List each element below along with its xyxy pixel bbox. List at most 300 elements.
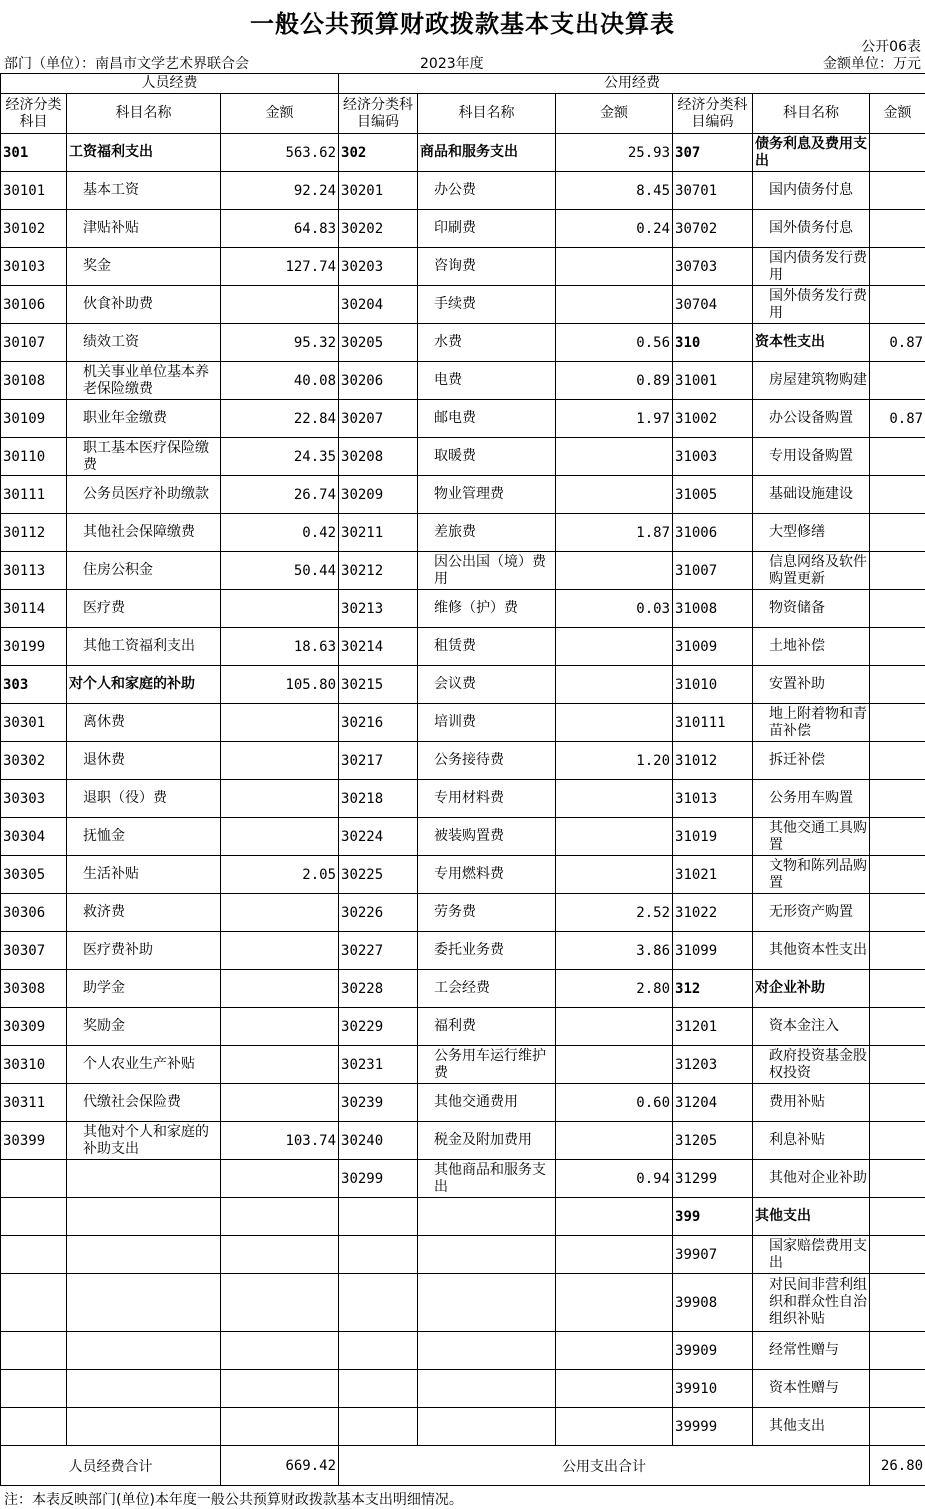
- personnel-amount-cell: [221, 1274, 339, 1332]
- personnel-amount-cell: [221, 818, 339, 856]
- personnel-code-cell: [1, 1370, 67, 1408]
- other-amount-cell: [870, 932, 925, 970]
- personnel-amount-cell: [221, 780, 339, 818]
- personnel-name-cell: 助学金: [67, 970, 221, 1008]
- goods-name-cell: 被装购置费: [418, 818, 556, 856]
- goods-code-cell: 30228: [339, 970, 418, 1008]
- other-amount-cell: [870, 1274, 925, 1332]
- personnel-name-cell: [67, 1370, 221, 1408]
- goods-code-cell: 30229: [339, 1008, 418, 1046]
- personnel-code-cell: [1, 1332, 67, 1370]
- other-name-cell: 其他对企业补助: [753, 1160, 870, 1198]
- table-row: [1, 818, 925, 856]
- personnel-code-cell: [1, 1274, 67, 1332]
- other-code-cell: 39999: [673, 1408, 753, 1446]
- goods-name-cell: 咨询费: [418, 248, 556, 286]
- other-amount-cell: [870, 704, 925, 742]
- other-amount-cell: [870, 1408, 925, 1446]
- other-amount-cell: [870, 856, 925, 894]
- goods-amount-cell: 1.97: [556, 400, 673, 438]
- personnel-name-cell: 其他社会保障缴费: [67, 514, 221, 552]
- other-name-cell: 费用补贴: [753, 1084, 870, 1122]
- table-row: [1, 438, 925, 476]
- personnel-code-cell: 30110: [1, 438, 67, 476]
- other-amount-cell: [870, 780, 925, 818]
- other-code-cell: 31022: [673, 894, 753, 932]
- goods-code-cell: 30203: [339, 248, 418, 286]
- other-code-cell: 31204: [673, 1084, 753, 1122]
- other-amount-cell: [870, 1046, 925, 1084]
- personnel-name-cell: [67, 1236, 221, 1274]
- personnel-name-cell: 个人农业生产补贴: [67, 1046, 221, 1084]
- other-amount-cell: 0.87: [870, 324, 925, 362]
- personnel-name-cell: 津贴补贴: [67, 210, 221, 248]
- goods-amount-cell: 8.45: [556, 172, 673, 210]
- personnel-code-cell: 301: [1, 134, 67, 172]
- personnel-code-cell: [1, 1408, 67, 1446]
- other-name-cell: 基础设施建设: [753, 476, 870, 514]
- personnel-name-cell: [67, 1198, 221, 1236]
- personnel-amount-cell: [221, 590, 339, 628]
- personnel-amount-cell: [221, 1046, 339, 1084]
- goods-code-cell: 30218: [339, 780, 418, 818]
- table-row: [1, 1274, 925, 1332]
- goods-code-cell: 30205: [339, 324, 418, 362]
- col-header-amount: 金额: [221, 94, 339, 134]
- other-name-cell: 对民间非营利组织和群众性自治组织补贴: [753, 1274, 870, 1332]
- goods-amount-cell: 0.94: [556, 1160, 673, 1198]
- other-name-cell: 地上附着物和青苗补偿: [753, 704, 870, 742]
- other-amount-cell: [870, 1008, 925, 1046]
- other-amount-cell: [870, 628, 925, 666]
- personnel-amount-cell: [221, 1160, 339, 1198]
- personnel-name-cell: [67, 1274, 221, 1332]
- other-amount-cell: [870, 248, 925, 286]
- table-row: [1, 704, 925, 742]
- other-code-cell: 31003: [673, 438, 753, 476]
- goods-name-cell: 会议费: [418, 666, 556, 704]
- other-name-cell: 文物和陈列品购置: [753, 856, 870, 894]
- other-code-cell: 31299: [673, 1160, 753, 1198]
- other-name-cell: 土地补偿: [753, 628, 870, 666]
- other-amount-cell: [870, 1122, 925, 1160]
- table-row: [1, 400, 925, 438]
- personnel-code-cell: [1, 1236, 67, 1274]
- table-code: 公开06表: [861, 39, 921, 55]
- col-header-name: 科目名称: [753, 94, 870, 134]
- goods-amount-cell: [556, 856, 673, 894]
- goods-amount-cell: 1.20: [556, 742, 673, 780]
- personnel-code-cell: 30101: [1, 172, 67, 210]
- goods-name-cell: 租赁费: [418, 628, 556, 666]
- goods-code-cell: 30212: [339, 552, 418, 590]
- goods-code-cell: 30209: [339, 476, 418, 514]
- goods-code-cell: [339, 1408, 418, 1446]
- goods-name-cell: [418, 1370, 556, 1408]
- table-row: [1, 1160, 925, 1198]
- personnel-code-cell: 30308: [1, 970, 67, 1008]
- col-header-code: 经济分类科目编码: [673, 94, 753, 134]
- goods-code-cell: 30202: [339, 210, 418, 248]
- other-name-cell: 经常性赠与: [753, 1332, 870, 1370]
- goods-code-cell: 30224: [339, 818, 418, 856]
- goods-code-cell: 302: [339, 134, 418, 172]
- personnel-name-cell: [67, 1332, 221, 1370]
- goods-name-cell: 工会经费: [418, 970, 556, 1008]
- table-row: [1, 476, 925, 514]
- other-code-cell: 31021: [673, 856, 753, 894]
- goods-code-cell: 30226: [339, 894, 418, 932]
- goods-amount-cell: [556, 1408, 673, 1446]
- personnel-name-cell: 退休费: [67, 742, 221, 780]
- goods-amount-cell: [556, 628, 673, 666]
- other-name-cell: 其他资本性支出: [753, 932, 870, 970]
- other-code-cell: 39908: [673, 1274, 753, 1332]
- personnel-amount-cell: [221, 286, 339, 324]
- table-row: [1, 324, 925, 362]
- personnel-name-cell: 对个人和家庭的补助: [67, 666, 221, 704]
- personnel-amount-cell: [221, 704, 339, 742]
- goods-code-cell: [339, 1370, 418, 1408]
- col-header-name: 科目名称: [418, 94, 556, 134]
- goods-name-cell: 税金及附加费用: [418, 1122, 556, 1160]
- goods-code-cell: 30217: [339, 742, 418, 780]
- goods-amount-cell: 0.03: [556, 590, 673, 628]
- other-name-cell: 房屋建筑物购建: [753, 362, 870, 400]
- other-name-cell: 公务用车购置: [753, 780, 870, 818]
- other-amount-cell: [870, 172, 925, 210]
- personnel-code-cell: 30107: [1, 324, 67, 362]
- table-row: [1, 628, 925, 666]
- personnel-code-cell: 30102: [1, 210, 67, 248]
- goods-name-cell: 电费: [418, 362, 556, 400]
- goods-name-cell: 专用材料费: [418, 780, 556, 818]
- other-name-cell: 债务利息及费用支出: [753, 134, 870, 172]
- totals-row: [1, 1446, 925, 1486]
- other-amount-cell: [870, 552, 925, 590]
- other-code-cell: 399: [673, 1198, 753, 1236]
- goods-name-cell: 公务接待费: [418, 742, 556, 780]
- table-row: [1, 856, 925, 894]
- goods-name-cell: [418, 1274, 556, 1332]
- other-name-cell: 对企业补助: [753, 970, 870, 1008]
- other-code-cell: 39909: [673, 1332, 753, 1370]
- goods-name-cell: 邮电费: [418, 400, 556, 438]
- personnel-amount-cell: [221, 1332, 339, 1370]
- other-code-cell: 31002: [673, 400, 753, 438]
- personnel-name-cell: 伙食补助费: [67, 286, 221, 324]
- goods-name-cell: 委托业务费: [418, 932, 556, 970]
- personnel-code-cell: 303: [1, 666, 67, 704]
- personnel-amount-cell: 0.42: [221, 514, 339, 552]
- goods-amount-cell: [556, 666, 673, 704]
- personnel-total-amount: 669.42: [221, 1446, 339, 1486]
- personnel-header: 人员经费: [1, 74, 339, 94]
- personnel-code-cell: 30108: [1, 362, 67, 400]
- personnel-code-cell: 30311: [1, 1084, 67, 1122]
- goods-code-cell: 30208: [339, 438, 418, 476]
- other-code-cell: 31203: [673, 1046, 753, 1084]
- personnel-amount-cell: 50.44: [221, 552, 339, 590]
- goods-code-cell: 30299: [339, 1160, 418, 1198]
- personnel-amount-cell: [221, 932, 339, 970]
- goods-code-cell: 30211: [339, 514, 418, 552]
- personnel-name-cell: 抚恤金: [67, 818, 221, 856]
- goods-code-cell: 30214: [339, 628, 418, 666]
- other-amount-cell: [870, 970, 925, 1008]
- table-row: [1, 780, 925, 818]
- goods-name-cell: 其他商品和服务支出: [418, 1160, 556, 1198]
- personnel-amount-cell: 18.63: [221, 628, 339, 666]
- other-amount-cell: 0.87: [870, 400, 925, 438]
- personnel-name-cell: 公务员医疗补助缴款: [67, 476, 221, 514]
- other-code-cell: 312: [673, 970, 753, 1008]
- personnel-name-cell: 机关事业单位基本养老保险缴费: [67, 362, 221, 400]
- personnel-code-cell: 30304: [1, 818, 67, 856]
- other-amount-cell: [870, 134, 925, 172]
- personnel-amount-cell: [221, 1370, 339, 1408]
- personnel-amount-cell: [221, 970, 339, 1008]
- other-code-cell: 31006: [673, 514, 753, 552]
- other-code-cell: 31008: [673, 590, 753, 628]
- col-header-code: 经济分类科目编码: [339, 94, 418, 134]
- personnel-amount-cell: [221, 894, 339, 932]
- other-amount-cell: [870, 818, 925, 856]
- goods-amount-cell: [556, 476, 673, 514]
- personnel-name-cell: [67, 1408, 221, 1446]
- goods-amount-cell: 1.87: [556, 514, 673, 552]
- goods-amount-cell: 2.52: [556, 894, 673, 932]
- other-code-cell: 30703: [673, 248, 753, 286]
- table-row: [1, 552, 925, 590]
- other-amount-cell: [870, 286, 925, 324]
- goods-name-cell: 物业管理费: [418, 476, 556, 514]
- personnel-name-cell: 职工基本医疗保险缴费: [67, 438, 221, 476]
- goods-code-cell: 30239: [339, 1084, 418, 1122]
- goods-name-cell: 公务用车运行维护费: [418, 1046, 556, 1084]
- goods-name-cell: [418, 1332, 556, 1370]
- other-name-cell: 办公设备购置: [753, 400, 870, 438]
- personnel-name-cell: 代缴社会保险费: [67, 1084, 221, 1122]
- personnel-amount-cell: 2.05: [221, 856, 339, 894]
- goods-name-cell: 培训费: [418, 704, 556, 742]
- other-code-cell: 31001: [673, 362, 753, 400]
- table-row: [1, 1198, 925, 1236]
- personnel-name-cell: 离休费: [67, 704, 221, 742]
- expenditure-table: [0, 73, 925, 1486]
- personnel-amount-cell: 563.62: [221, 134, 339, 172]
- other-code-cell: 31010: [673, 666, 753, 704]
- personnel-code-cell: 30399: [1, 1122, 67, 1160]
- personnel-name-cell: 退职（役）费: [67, 780, 221, 818]
- other-name-cell: 资本金注入: [753, 1008, 870, 1046]
- personnel-amount-cell: 103.74: [221, 1122, 339, 1160]
- goods-amount-cell: [556, 1370, 673, 1408]
- personnel-code-cell: [1, 1198, 67, 1236]
- other-name-cell: 国外债务发行费用: [753, 286, 870, 324]
- table-row: [1, 1332, 925, 1370]
- goods-amount-cell: 0.60: [556, 1084, 673, 1122]
- goods-name-cell: [418, 1408, 556, 1446]
- other-name-cell: 政府投资基金股权投资: [753, 1046, 870, 1084]
- goods-name-cell: 劳务费: [418, 894, 556, 932]
- goods-amount-cell: [556, 818, 673, 856]
- personnel-amount-cell: 64.83: [221, 210, 339, 248]
- other-code-cell: 30701: [673, 172, 753, 210]
- personnel-code-cell: 30301: [1, 704, 67, 742]
- goods-code-cell: 30216: [339, 704, 418, 742]
- personnel-amount-cell: 40.08: [221, 362, 339, 400]
- personnel-code-cell: 30111: [1, 476, 67, 514]
- other-amount-cell: [870, 476, 925, 514]
- goods-code-cell: [339, 1274, 418, 1332]
- personnel-name-cell: 职业年金缴费: [67, 400, 221, 438]
- table-row: [1, 1046, 925, 1084]
- other-amount-cell: [870, 362, 925, 400]
- other-name-cell: 其他支出: [753, 1408, 870, 1446]
- goods-code-cell: [339, 1332, 418, 1370]
- personnel-amount-cell: [221, 1408, 339, 1446]
- goods-name-cell: 取暖费: [418, 438, 556, 476]
- table-row: [1, 590, 925, 628]
- personnel-code-cell: 30106: [1, 286, 67, 324]
- goods-amount-cell: [556, 1122, 673, 1160]
- personnel-total-label: 人员经费合计: [1, 1446, 221, 1486]
- personnel-code-cell: 30307: [1, 932, 67, 970]
- other-amount-cell: [870, 210, 925, 248]
- other-name-cell: 其他交通工具购置: [753, 818, 870, 856]
- goods-name-cell: [418, 1236, 556, 1274]
- other-amount-cell: [870, 1160, 925, 1198]
- goods-amount-cell: [556, 1274, 673, 1332]
- goods-code-cell: 30207: [339, 400, 418, 438]
- table-row: [1, 1084, 925, 1122]
- table-row: [1, 970, 925, 1008]
- other-amount-cell: [870, 1370, 925, 1408]
- personnel-amount-cell: 127.74: [221, 248, 339, 286]
- other-name-cell: 资本性赠与: [753, 1370, 870, 1408]
- public-header: 公用经费: [339, 74, 925, 94]
- other-amount-cell: [870, 1084, 925, 1122]
- personnel-amount-cell: 22.84: [221, 400, 339, 438]
- personnel-name-cell: 奖金: [67, 248, 221, 286]
- table-row: [1, 172, 925, 210]
- goods-amount-cell: [556, 1236, 673, 1274]
- other-code-cell: 30704: [673, 286, 753, 324]
- personnel-name-cell: 住房公积金: [67, 552, 221, 590]
- goods-name-cell: 专用燃料费: [418, 856, 556, 894]
- col-header-code: 经济分类科目: [1, 94, 67, 134]
- goods-amount-cell: 0.56: [556, 324, 673, 362]
- other-code-cell: 31013: [673, 780, 753, 818]
- personnel-code-cell: 30109: [1, 400, 67, 438]
- other-code-cell: 31099: [673, 932, 753, 970]
- personnel-code-cell: 30306: [1, 894, 67, 932]
- other-name-cell: 国家赔偿费用支出: [753, 1236, 870, 1274]
- goods-name-cell: 手续费: [418, 286, 556, 324]
- goods-code-cell: 30227: [339, 932, 418, 970]
- personnel-name-cell: 基本工资: [67, 172, 221, 210]
- personnel-amount-cell: [221, 742, 339, 780]
- goods-name-cell: 维修（护）费: [418, 590, 556, 628]
- other-amount-cell: [870, 514, 925, 552]
- table-row: [1, 742, 925, 780]
- other-name-cell: 专用设备购置: [753, 438, 870, 476]
- goods-amount-cell: 0.89: [556, 362, 673, 400]
- personnel-code-cell: 30305: [1, 856, 67, 894]
- table-row: [1, 1408, 925, 1446]
- goods-amount-cell: [556, 438, 673, 476]
- table-row: [1, 666, 925, 704]
- goods-amount-cell: [556, 286, 673, 324]
- other-code-cell: 31019: [673, 818, 753, 856]
- personnel-name-cell: 医疗费补助: [67, 932, 221, 970]
- other-amount-cell: [870, 1236, 925, 1274]
- goods-amount-cell: [556, 704, 673, 742]
- personnel-code-cell: 30113: [1, 552, 67, 590]
- personnel-amount-cell: [221, 1198, 339, 1236]
- personnel-code-cell: 30103: [1, 248, 67, 286]
- other-name-cell: 拆迁补偿: [753, 742, 870, 780]
- personnel-amount-cell: 92.24: [221, 172, 339, 210]
- personnel-code-cell: 30310: [1, 1046, 67, 1084]
- other-code-cell: 31201: [673, 1008, 753, 1046]
- other-name-cell: 国外债务付息: [753, 210, 870, 248]
- other-code-cell: 31009: [673, 628, 753, 666]
- year-label: 2023年度: [420, 56, 484, 72]
- other-name-cell: 国内债务付息: [753, 172, 870, 210]
- col-header-amount: 金额: [556, 94, 673, 134]
- goods-amount-cell: [556, 780, 673, 818]
- goods-name-cell: 水费: [418, 324, 556, 362]
- other-code-cell: 310111: [673, 704, 753, 742]
- personnel-name-cell: 生活补贴: [67, 856, 221, 894]
- goods-name-cell: 差旅费: [418, 514, 556, 552]
- goods-amount-cell: [556, 1332, 673, 1370]
- goods-amount-cell: [556, 248, 673, 286]
- col-header-name: 科目名称: [67, 94, 221, 134]
- personnel-name-cell: 其他对个人和家庭的补助支出: [67, 1122, 221, 1160]
- goods-code-cell: 30213: [339, 590, 418, 628]
- goods-code-cell: 30231: [339, 1046, 418, 1084]
- table-row: [1, 1236, 925, 1274]
- personnel-code-cell: 30303: [1, 780, 67, 818]
- other-amount-cell: [870, 590, 925, 628]
- personnel-code-cell: [1, 1160, 67, 1198]
- personnel-name-cell: 救济费: [67, 894, 221, 932]
- other-name-cell: 大型修缮: [753, 514, 870, 552]
- other-amount-cell: [870, 1198, 925, 1236]
- goods-amount-cell: [556, 1198, 673, 1236]
- other-code-cell: 31005: [673, 476, 753, 514]
- goods-amount-cell: 3.86: [556, 932, 673, 970]
- col-header-amount: 金额: [870, 94, 925, 134]
- goods-code-cell: 30240: [339, 1122, 418, 1160]
- other-amount-cell: [870, 742, 925, 780]
- personnel-code-cell: 30302: [1, 742, 67, 780]
- other-name-cell: 资本性支出: [753, 324, 870, 362]
- goods-name-cell: 商品和服务支出: [418, 134, 556, 172]
- table-row: [1, 362, 925, 400]
- public-total-amount: 26.80: [870, 1446, 925, 1486]
- other-amount-cell: [870, 1332, 925, 1370]
- table-row: [1, 248, 925, 286]
- other-name-cell: 国内债务发行费用: [753, 248, 870, 286]
- goods-code-cell: 30201: [339, 172, 418, 210]
- other-code-cell: 31205: [673, 1122, 753, 1160]
- goods-name-cell: 其他交通费用: [418, 1084, 556, 1122]
- personnel-name-cell: 绩效工资: [67, 324, 221, 362]
